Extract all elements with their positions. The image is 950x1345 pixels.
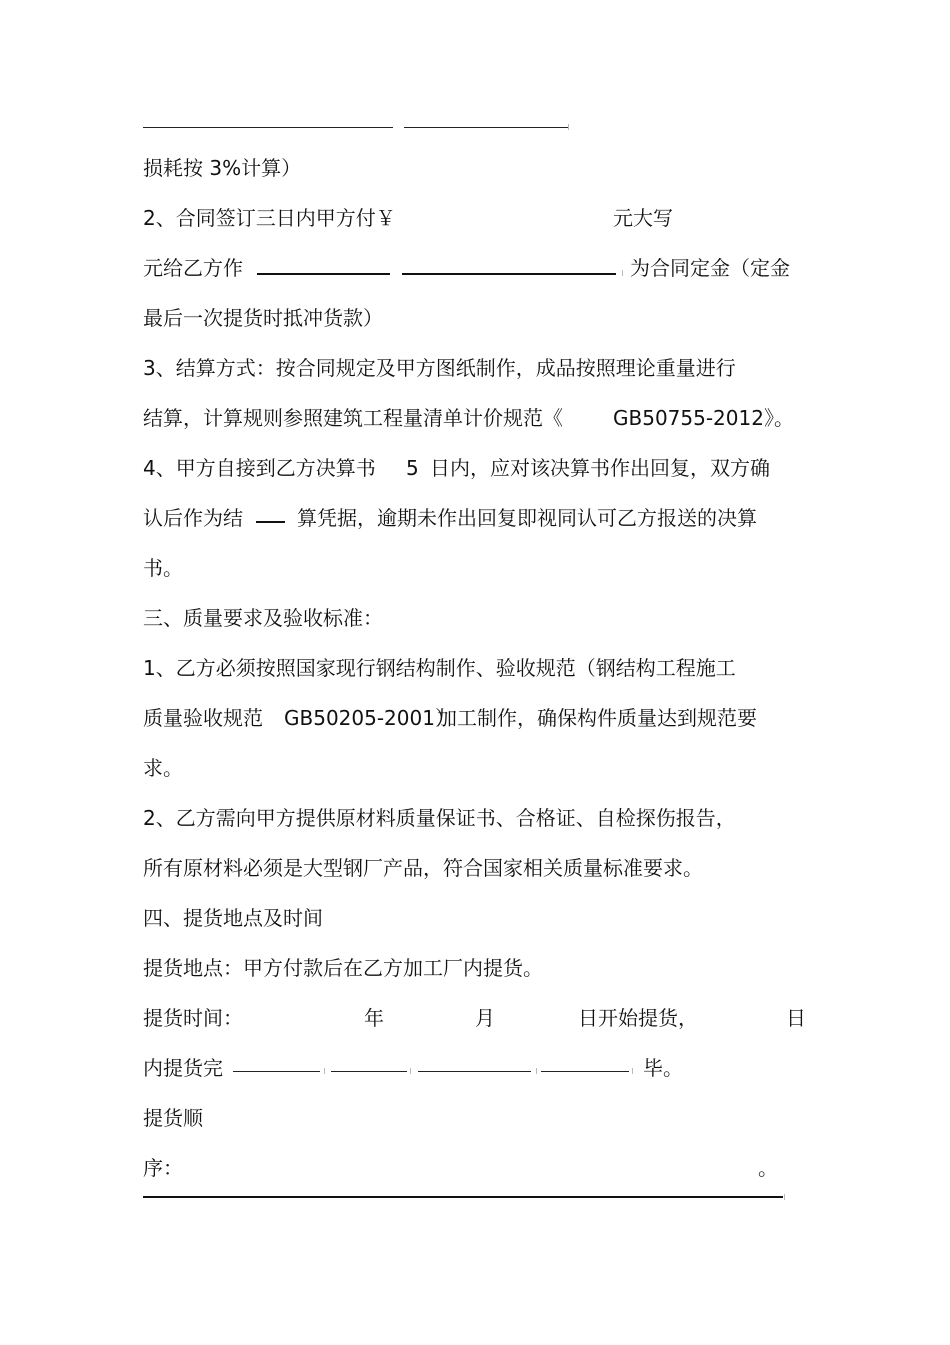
delivery-time-label: 提货时间： (143, 1006, 243, 1030)
blank-line (257, 273, 390, 275)
blank-line (143, 127, 393, 128)
rule-tick (784, 1194, 785, 1200)
quality-item-1: 1、乙方必须按照国家现行钢结构制作、验收规范（钢结构工程施工 (143, 656, 736, 680)
quality-item-2-cont: 所有原材料必须是大型钢厂产品，符合国家相关质量标准要求。 (143, 856, 703, 880)
section-quality-heading: 三、质量要求及验收标准： (143, 606, 383, 630)
deposit-purpose-label: 元给乙方作 (143, 256, 243, 280)
quality-standard-code: GB50205-2001） (284, 706, 455, 730)
rule-tick (324, 1068, 325, 1074)
year-label: 年 (364, 1006, 384, 1030)
deposit-note: 为合同定金（定金 (630, 256, 790, 280)
quality-spec-tail: 加工制作，确保构件质量达到规范要 (437, 706, 757, 730)
settlement-end: 书。 (143, 556, 183, 580)
deposit-clause-line (143, 205, 396, 231)
blank-line (541, 1071, 629, 1072)
delivery-order-end: 。 (758, 1156, 778, 1180)
blank-line (404, 127, 568, 128)
blank-line (402, 273, 616, 275)
settlement-voucher-tail: 算凭据，逾期未作出回复即视同认可乙方报送的决算 (297, 506, 757, 530)
blank-line (331, 1071, 407, 1072)
delivery-order-label: 提货顺 (143, 1106, 203, 1130)
delivery-location: 提货地点：甲方付款后在乙方加工厂内提货。 (143, 956, 543, 980)
delivery-complete-label: 内提货完 (143, 1056, 223, 1080)
quality-item-2: 2、乙方需向甲方提供原材料质量保证书、合格证、自检探伤报告， (143, 806, 736, 830)
amount-in-words-label: 元大写 (613, 206, 673, 230)
reply-deadline-tail: 日内，应对该决算书作出回复，双方确 (430, 456, 770, 480)
rule-tick (632, 1068, 633, 1074)
blank-line (256, 521, 285, 523)
settlement-voucher-label: 认后作为结 (143, 506, 243, 530)
blank-line (143, 1196, 783, 1198)
quality-item-1-end: 求。 (143, 756, 183, 780)
standard-code: GB50755-2012》。 (613, 406, 794, 430)
reply-days: 5 (406, 456, 419, 480)
reply-deadline-line: 4、甲方自接到乙方决算书 (143, 456, 376, 480)
deposit-amount-label: 2、合同签订三日内甲方付￥ (143, 206, 396, 230)
day-start-label: 日开始提货， (578, 1006, 698, 1030)
settlement-method-line: 3、结算方式：按合同规定及甲方图纸制作，成品按照理论重量进行 (143, 356, 736, 380)
rule-tick (622, 270, 623, 276)
loss-calc-line: 损耗按 3%计算） (143, 156, 302, 180)
blank-line (233, 1071, 320, 1072)
rule-tick (568, 124, 569, 130)
rule-tick (410, 1068, 411, 1074)
deposit-offset-line: 最后一次提货时抵冲货款） (143, 306, 383, 330)
quality-spec-label: 质量验收规范 (143, 706, 263, 730)
delivery-order-label-cont: 序： (143, 1156, 183, 1180)
blank-line (418, 1071, 531, 1072)
rule-tick (536, 1068, 537, 1074)
delivery-complete-tail: 毕。 (643, 1056, 683, 1080)
day-label: 日 (786, 1006, 806, 1030)
month-label: 月 (475, 1006, 495, 1030)
section-delivery-heading: 四、提货地点及时间 (143, 906, 323, 930)
settlement-rule-line: 结算，计算规则参照建筑工程量清单计价规范《 (143, 406, 563, 430)
